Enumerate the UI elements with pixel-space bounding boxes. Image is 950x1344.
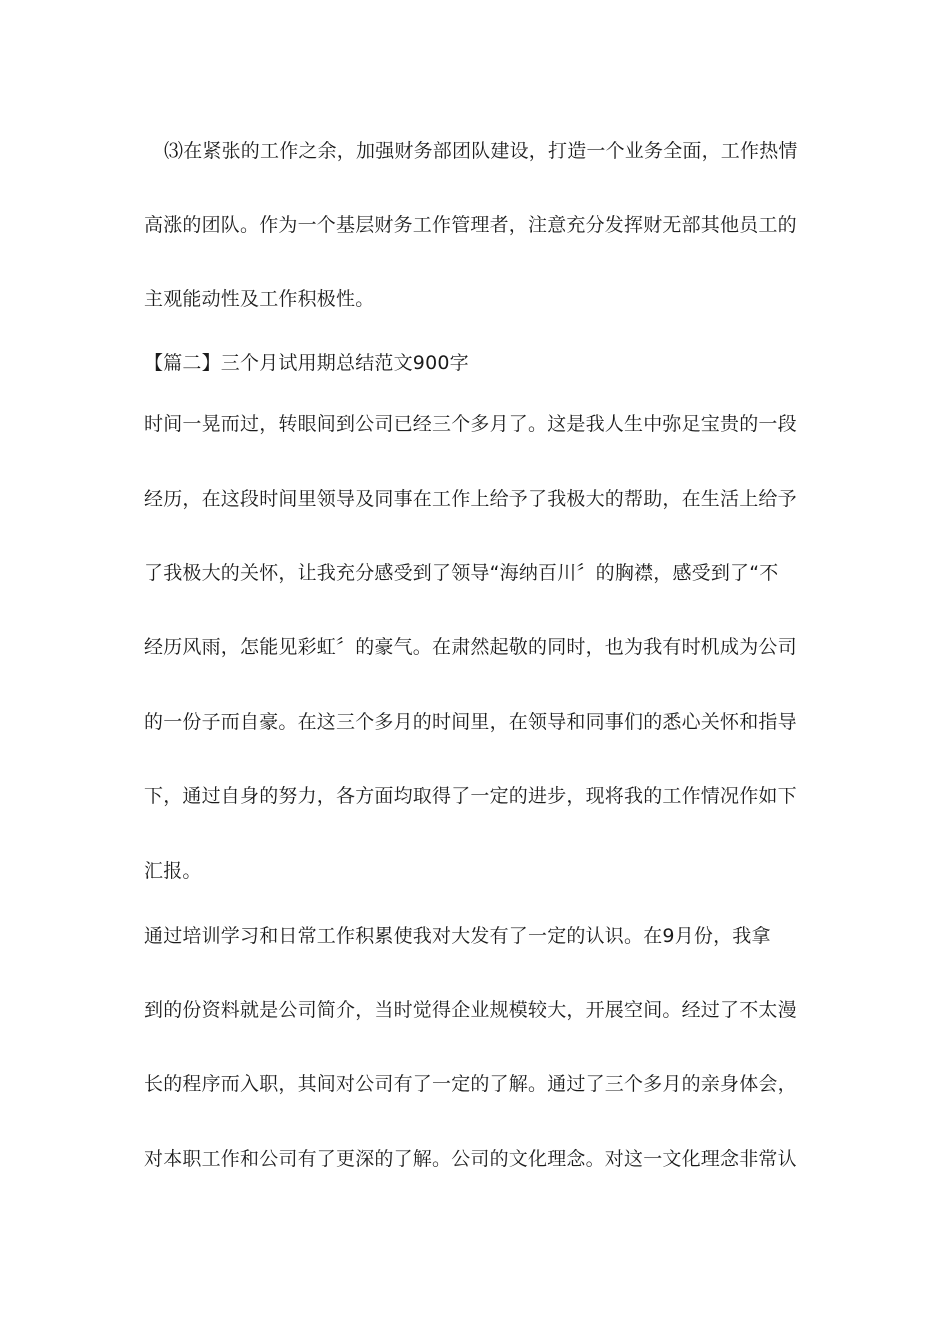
paragraph-line: 高涨的团队。作为一个基层财务工作管理者，注意充分发挥财无部其他员工的	[144, 214, 797, 236]
paragraph-line: 汇报。	[144, 860, 202, 882]
paragraph-line: 主观能动性及工作积极性。	[144, 288, 375, 310]
section-heading: 【篇二】三个月试用期总结范文900字	[144, 352, 469, 374]
paragraph-line: 的一份子而自豪。在这三个多月的时间里，在领导和同事们的悉心关怀和指导	[144, 711, 797, 733]
paragraph-line: 经历，在这段时间里领导及同事在工作上给予了我极大的帮助，在生活上给予	[144, 488, 797, 510]
paragraph-line: 长的程序而入职，其间对公司有了一定的了解。通过了三个多月的亲身体会，	[144, 1073, 797, 1095]
paragraph-line: 到的份资料就是公司简介，当时觉得企业规模较大，开展空间。经过了不太漫	[144, 999, 797, 1021]
paragraph-line: 对本职工作和公司有了更深的了解。公司的文化理念。对这一文化理念非常认	[144, 1148, 797, 1170]
paragraph-line: 经历风雨，怎能见彩虹〞的豪气。在肃然起敬的同时，也为我有时机成为公司	[144, 636, 797, 658]
paragraph-line: ⑶在紧张的工作之余，加强财务部团队建设，打造一个业务全面，工作热情	[164, 140, 798, 162]
paragraph-line: 时间一晃而过，转眼间到公司已经三个多月了。这是我人生中弥足宝贵的一段	[144, 413, 797, 435]
paragraph-line: 下，通过自身的努力，各方面均取得了一定的进步，现将我的工作情况作如下	[144, 785, 797, 807]
paragraph-line: 了我极大的关怀，让我充分感受到了领导“海纳百川〞的胸襟，感受到了“不	[144, 562, 779, 584]
paragraph-line: 通过培训学习和日常工作积累使我对大发有了一定的认识。在9月份，我拿	[144, 925, 771, 947]
